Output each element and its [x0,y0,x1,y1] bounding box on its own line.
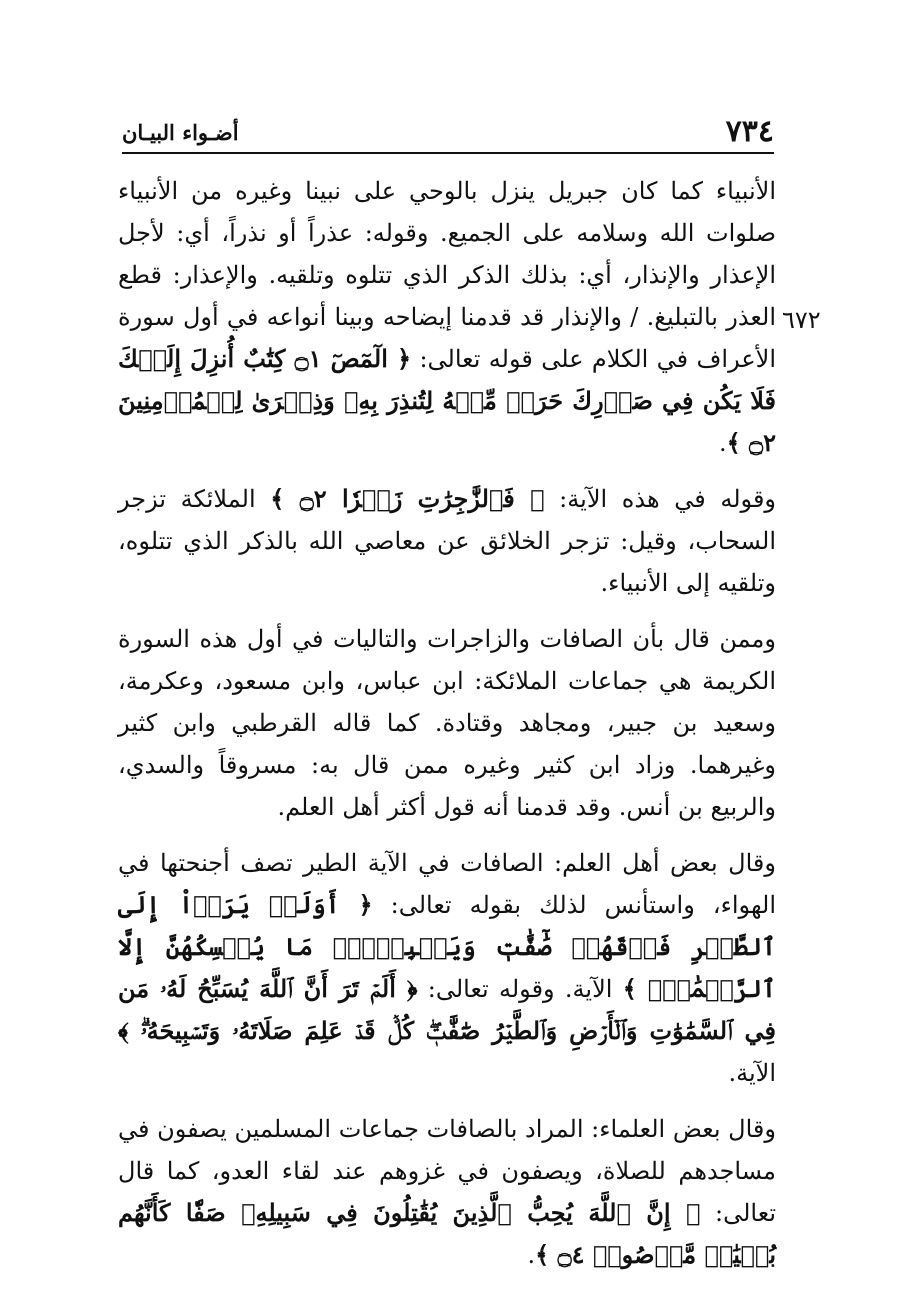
paragraph-text: . [718,429,727,457]
book-title: أضـواء البيـان [122,120,239,145]
quran-verse: ﴿ فَٱلزَّٰجِرَٰتِ زَجۡرٗا ۝٢ ﴾ [270,484,545,513]
quran-verse: ﴿ أَلَمۡ تَرَ أَنَّ ٱللَّهَ يُسَبِّحُ لَهُۥ مَن فِي ٱلسَّمَٰوَٰتِ وَٱلۡأَرۡضِ وَٱلطَّيۡرُ صَٰٓفَّٰتٖۖ كُلّٞ قَدۡ عَلِمَ صَلَاتَهُۥ وَتَسۡبِيحَهُۥۗ ﴾ [118,974,776,1045]
paragraph-text: وقال بعض العلماء: المراد بالصافات جماعات المسلمين يصفون في مساجدهم للصلاة، ويصفون في غزوهم عند لقاء العدو، كما قال تعالى: [118,1115,776,1227]
paragraph-text: الآية. [728,1059,776,1087]
paragraph-2 [118,478,776,604]
paragraph-text: . [527,1241,536,1269]
page-body [118,170,776,1290]
paragraph-text: الملائكة تزجر السحاب، وقيل: تزجر الخلائق عن معاصي الله بالذكر الذي تتلوه، وتلقيه إلى الأنبياء. [118,485,776,597]
paragraph-text: وممن قال بأن الصافات والزاجرات والتاليات في أول هذه السورة الكريمة هي جماعات الملائكة: ابن عباس، وابن مسعود، وعكرمة، وسعيد بن جبير، ومجاهد وقتادة. كما قاله القرطبي وابن كثير وغيرهما. وزاد ابن كثير وغيره ممن قال به: مسروقاً والسدي، والربيع بن أنس. وقد قدمنا أنه قول أكثر أهل العلم. [118,625,776,821]
page-number: ٧٣٤ [725,114,774,149]
paragraph-5 [118,1108,776,1276]
quran-verse: ﴿ إِنَّ ٱللَّهَ يُحِبُّ ٱلَّذِينَ يُقَٰتِلُونَ فِي سَبِيلِهِۦ صَفّٗا كَأَنَّهُم بُنۡيَٰنٞ مَّرۡصُوصٞ ۝٤ ﴾ [118,1198,776,1269]
paragraph-4 [118,842,776,1094]
paragraph-text: وقوله في هذه الآية: [544,485,777,513]
page-header [122,112,774,154]
paragraph-3 [118,618,776,828]
quran-verse: ﴿ الٓمٓصٓ ۝١ كِتَٰبٌ أُنزِلَ إِلَيۡكَ فَلَا يَكُن فِي صَدۡرِكَ حَرَجٞ مِّنۡهُ لِتُنذِرَ بِهِۦ وَذِكۡرَىٰ لِلۡمُؤۡمِنِينَ ۝٢ ﴾ [118,344,776,457]
paragraph-1 [118,170,776,464]
paragraph-text: الآية. وقوله تعالى: [417,975,623,1003]
margin-page-reference: ٦٧٢ [782,306,821,334]
quran-verse: ﴿ أَوَلَمۡ يَرَوۡاْ إِلَى ٱلطَّيۡرِ فَوۡقَهُمۡ صَٰٓفَّٰتٖ وَيَقۡبِضۡنَۚ مَا يُمۡسِكُهُنَّ إِلَّا ٱلرَّحۡمَٰنُۚ ﴾ [118,890,776,1003]
paragraph-text: الأنبياء كما كان جبريل ينزل بالوحي على نبينا وغيره من الأنبياء صلوات الله وسلامه على الجميع. وقوله: عذراً أو نذراً، أي: لأجل الإعذار والإنذار، أي: بذلك الذكر الذي تتلوه وتلقيه. والإعذار: قطع العذر بالتبليغ. / والإنذار قد قدمنا إيضاحه وبينا أنواعه في أول سورة الأعراف في الكلام على قوله تعالى: [118,177,776,373]
paragraph-text: وقال بعض أهل العلم: الصافات في الآية الطير تصف أجنحتها في الهواء، واستأنس لذلك بقوله تعالى: [118,849,776,919]
